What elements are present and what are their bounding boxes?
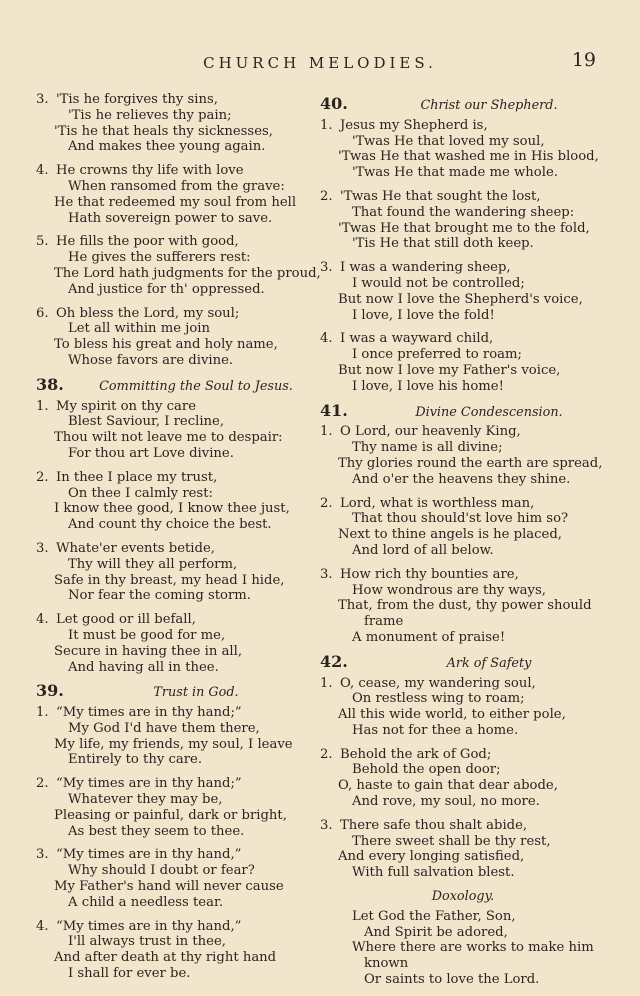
verse-text: For thou art Love divine. [68,445,234,461]
verse-line: And Spirit be adored, [364,924,508,940]
verse-line [320,583,606,599]
verse-line [36,163,304,179]
verse-line [320,424,606,440]
verse-text: Let all within me join [68,321,210,337]
stanza [36,705,304,768]
verse-text: “My times are in thy hand;” [56,776,242,792]
verse-line [36,470,304,486]
verse-line [36,211,304,227]
stanza-number: 4. [36,163,49,179]
verse-line [36,108,304,124]
verse-line [36,557,304,573]
verse-line [320,189,606,205]
verse-text: Thy will they all perform, [68,556,238,572]
verse-text: 'Twas He that loved my soul, [352,133,545,149]
verse-line [36,588,304,604]
verse-line [320,331,606,347]
verse-line: Where there are works to make him [352,940,594,956]
verse-text: He fills the poor with good, [56,234,239,250]
verse-text: All this wide world, to either pole, [338,707,566,723]
verse-line: Or saints to love the Lord. [364,972,540,988]
verse-text: He that redeemed my soul from hell [54,194,297,210]
verse-text: I was a wandering sheep, [340,260,511,276]
verse-line [320,614,606,630]
verse-text: I would not be controlled; [352,275,525,291]
verse-line [36,919,304,935]
verse-line [36,139,304,155]
verse-text: To bless his great and holy name, [54,337,278,353]
verse-line [320,236,606,252]
hymn-title: Trust in God. [153,685,239,701]
verse-line [320,567,606,583]
stanza-number: 3. [320,817,333,833]
hymn-heading [320,651,606,672]
verse-text: I know thee good, I know thee just, [54,501,290,517]
verse-text: Let good or ill befall, [56,612,196,628]
verse-line [320,276,606,292]
stanza [36,163,304,226]
verse-text: And o'er the heavens they shine. [352,471,571,487]
verse-line [320,511,606,527]
stanza-number: 4. [320,331,333,347]
verse-text: And lord of all below. [352,542,494,558]
stanza [36,92,304,155]
verse-line [320,149,606,165]
verse-text: Whate'er events betide, [56,540,215,556]
verse-text: Thy glories round the earth are spread, [338,455,603,471]
verse-line [320,849,606,865]
verse-line [36,337,304,353]
verse-text: Behold the open door; [352,762,501,778]
verse-line [320,723,606,739]
stanza-number: 4. [36,612,49,628]
stanza-number: 6. [36,305,49,321]
stanza [36,919,304,982]
verse-line [36,501,304,517]
hymn-number: 39. [36,681,64,701]
verse-text: How wondrous are thy ways, [352,582,546,598]
verse-text: Whatever they may be, [68,792,223,808]
stanza-number: 3. [320,260,333,276]
verse-line [36,486,304,502]
hymn-number: 40. [320,94,348,113]
verse-line [36,776,304,792]
stanza [36,306,304,369]
verse-text: Thy name is all divine; [352,440,503,456]
verse-line [36,353,304,369]
verse-line [320,165,606,181]
verse-line [320,794,606,810]
verse-text: My life, my friends, my soul, I leave [54,736,293,752]
stanza [320,496,606,559]
verse-line [320,221,606,237]
verse-text: That, from the dust, thy power should [338,598,592,614]
verse-text: Why should I doubt or fear? [68,863,255,879]
verse-text: I was a wayward child, [340,331,494,347]
verse-text: frame [364,614,404,630]
right-column [320,92,606,996]
verse-line [36,895,304,911]
verse-text: That thou should'st love him so? [352,511,569,527]
verse-text: Behold the ark of God; [340,746,492,762]
verse-line [36,752,304,768]
stanza [320,189,606,252]
verse-line [320,260,606,276]
verse-text: And having all in thee. [68,659,219,675]
verse-text: O Lord, our heavenly King, [340,424,521,440]
hymn [36,683,304,982]
stanza [36,470,304,533]
verse-line [320,527,606,543]
verse-text: When ransomed from the grave: [68,178,285,194]
verse-text: And justice for th' oppressed. [68,281,265,297]
verse-line [320,134,606,150]
hymn-number: 38. [36,374,64,394]
stanza [320,818,606,881]
verse-text: Secure in having thee in all, [54,643,243,659]
verse-text: It must be good for me, [68,627,226,643]
stanza-number: 1. [320,424,333,440]
verse-line [320,747,606,763]
verse-text: And rove, my soul, no more. [352,794,540,810]
stanza-number: 2. [36,469,49,485]
verse-text: Thou wilt not leave me to despair: [54,430,283,446]
verse-text: The Lord hath judgments for the proud, [54,265,321,281]
verse-text: Pleasing or painful, dark or bright, [54,807,287,823]
verse-text: A child a needless tear. [68,894,224,910]
verse-line [320,598,606,614]
verse-text: 'Tis he that heals thy sicknesses, [54,123,273,139]
verse-line [320,865,606,881]
verse-line [320,543,606,559]
verse-line [36,430,304,446]
verse-line [36,934,304,950]
hymn [320,96,606,395]
verse-line [36,737,304,753]
verse-line: Let God the Father, Son, [352,908,516,924]
verse-text: And after death at thy right hand [54,950,277,966]
verse-text: 'Twas He that washed me in His blood, [338,149,599,165]
verse-line [320,472,606,488]
verse-text: “My times are in thy hand,” [56,847,242,863]
verse-line [36,660,304,676]
stanza [36,399,304,462]
verse-line [320,691,606,707]
verse-line [36,124,304,140]
verse-text: On thee I calmly rest: [68,485,213,501]
verse-text: I shall for ever be. [68,966,191,982]
stanza-number: 1. [320,675,333,691]
verse-line [36,446,304,462]
hymn [36,92,321,369]
verse-line [36,950,304,966]
stanza [36,776,304,839]
stanza-number: 3. [36,847,49,863]
verse-line [320,707,606,723]
verse-line [36,517,304,533]
verse-line [320,118,606,134]
verse-line [36,879,304,895]
hymn-title: Committing the Soul to Jesus. [99,378,293,394]
verse-text: He crowns thy life with love [56,163,244,179]
verse-text: He gives the sufferers rest: [68,250,251,266]
verse-text: And every longing satisfied, [338,849,525,865]
stanza [36,541,304,604]
hymn-heading [36,683,304,701]
hymn-number: 42. [320,651,348,671]
verse-text: In thee I place my trust, [56,469,218,485]
stanza-number: 3. [320,566,333,582]
stanza-number: 5. [36,234,49,250]
verse-line [320,308,606,324]
verse-line [36,792,304,808]
hymn-heading [36,374,304,395]
verse-line [320,379,606,395]
verse-line [320,818,606,834]
verse-line [36,808,304,824]
verse-line [320,630,606,646]
stanza [320,909,606,988]
verse-line [36,721,304,737]
hymn [36,374,304,676]
verse-line: known [364,956,409,972]
hymn-number: 41. [320,400,348,420]
stanza-number: 1. [36,398,49,414]
verse-line [36,628,304,644]
verse-text: 'Tis he relieves thy pain; [68,107,232,123]
verse-line [320,456,606,472]
verse-line [36,705,304,721]
verse-text: I'll always trust in thee, [68,934,226,950]
verse-text: My God I'd have them there, [68,720,260,736]
stanza-number: 3. [36,540,49,556]
verse-text: There sweet shall be thy rest, [352,833,551,849]
verse-text: Hath sovereign power to save. [68,210,273,226]
stanza [36,234,321,297]
verse-line [36,414,304,430]
verse-line [36,847,304,863]
verse-text: My Father's hand will never cause [54,879,284,895]
verse-line [36,573,304,589]
stanza [320,567,606,646]
hymn-title: Christ our Shepherd. [420,98,558,113]
verse-line [320,205,606,221]
verse-line [36,541,304,557]
verse-line [36,321,304,337]
verse-line [36,195,304,211]
verse-text: “My times are in thy hand;” [56,705,242,721]
stanza-number: 1. [36,705,49,721]
verse-line [320,440,606,456]
stanza-number: 2. [320,746,333,762]
verse-text: But now I love the Shepherd's voice, [338,291,583,307]
page-number: 19 [571,49,596,71]
verse-line [36,612,304,628]
stanza [36,847,304,910]
verse-text: Safe in thy breast, my head I hide, [54,572,285,588]
stanza [320,747,606,810]
verse-text: That found the wandering sheep: [352,204,575,220]
verse-line [320,834,606,850]
verse-text: 'Twas He that brought me to the fold, [338,220,590,236]
verse-line [320,496,606,512]
verse-text: 'Tis He that still doth keep. [352,236,534,252]
verse-line [320,363,606,379]
hymn-heading [320,96,606,114]
verse-line [36,644,304,660]
verse-text: On restless wing to roam; [352,691,525,707]
verse-text: As best they seem to thee. [68,823,245,839]
doxology-title: Doxology. [431,889,495,905]
verse-line [320,292,606,308]
stanza-number: 1. [320,117,333,133]
verse-line [36,863,304,879]
hymn [320,400,606,646]
verse-text: I once preferred to roam; [352,347,522,363]
verse-text: Lord, what is worthless man, [340,495,535,511]
verse-text: I love, I love the fold! [352,307,495,323]
verse-text: O, cease, my wandering soul, [340,675,536,691]
verse-text: 'Twas He that made me whole. [352,165,558,181]
verse-text: 'Tis he forgives thy sins, [56,92,218,107]
verse-text: Whose favors are divine. [68,352,234,368]
verse-text: Blest Saviour, I recline, [68,414,225,430]
verse-line [36,306,304,322]
verse-text: Next to thine angels is he placed, [338,527,562,543]
stanza-number: 2. [320,495,333,511]
verse-line [36,966,304,982]
verse-text: Oh bless the Lord, my soul; [56,305,240,321]
stanza-number: 2. [36,776,49,792]
verse-line [36,179,304,195]
verse-text: Entirely to thy care. [68,752,203,768]
stanza-number: 3. [36,92,49,107]
verse-text: With full salvation blest. [352,865,515,881]
verse-line [320,778,606,794]
hymn-heading [320,400,606,421]
verse-line [36,250,304,266]
verse-line [36,92,304,108]
verse-text: O, haste to gain that dear abode, [338,778,558,794]
doxology [320,889,606,988]
stanza [320,676,606,739]
verse-text: 'Twas He that sought the lost, [340,188,541,204]
verse-line [36,399,304,415]
verse-line [36,265,321,282]
verse-line [36,282,304,298]
stanza [320,331,606,394]
hymn [320,651,606,881]
verse-text: How rich thy bounties are, [340,566,519,582]
verse-line [36,234,304,250]
verse-text: I love, I love his home! [352,378,504,394]
stanza-number: 2. [320,188,333,204]
stanza [36,612,304,675]
verse-text: And count thy choice the best. [68,517,272,533]
stanza [320,424,606,487]
verse-text: There safe thou shalt abide, [340,817,528,833]
verse-text: “My times are in thy hand,” [56,918,242,934]
running-header: CHURCH MELODIES. [203,54,437,72]
hymn-title: Divine Condescension. [415,404,563,420]
verse-text: A monument of praise! [352,629,506,645]
verse-text: Nor fear the coming storm. [68,588,251,604]
stanza [320,260,606,323]
verse-text: Has not for thee a home. [352,722,519,738]
verse-line [320,762,606,778]
verse-text: But now I love my Father's voice, [338,362,561,378]
verse-text: My spirit on thy care [56,398,197,414]
hymn-title: Ark of Safety [446,655,532,671]
stanza-number: 4. [36,918,49,934]
verse-line [320,347,606,363]
verse-text: Jesus my Shepherd is, [340,117,488,133]
verse-line [320,676,606,692]
verse-line [36,824,304,840]
stanza [320,118,606,181]
left-column [36,92,321,990]
verse-text: And makes thee young again. [68,139,266,155]
